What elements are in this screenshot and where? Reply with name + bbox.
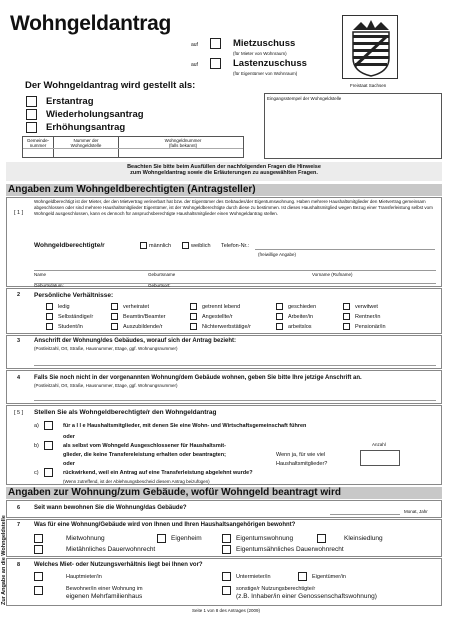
notice-line-2: zum Wohngeldantrag sowie die Erläuterungen zu ausgewählten Fragen. [130,170,318,176]
rentner-label: Rentner/in [355,314,381,320]
untermieter-checkbox[interactable] [222,572,231,581]
anzahl-label: Anzahl [372,442,386,447]
pensionaer-checkbox[interactable] [343,323,350,330]
q5c-text: rückwirkend, weil ein Antrag auf eine Transferleistung abgelehnt wurde? [63,470,253,476]
lastenzuschuss-sub: (für Eigentümer von Wohnraum) [233,71,298,76]
page-title: Wohngeldantrag [10,12,172,35]
hauptmieter-label: Hauptmieter/in [66,574,102,580]
lastenzuschuss-checkbox[interactable] [210,58,221,69]
lastenzuschuss-label: Lastenzuschuss [233,58,307,69]
student-checkbox[interactable] [46,323,53,330]
verheiratet-checkbox[interactable] [111,303,118,310]
arbeiter-label: Arbeiter/in [288,314,314,320]
eigentumsaehnlich-checkbox[interactable] [222,545,231,554]
question-8-number: 8 [17,562,21,568]
wiederholungsantrag-checkbox[interactable] [26,109,37,120]
sonstige-checkbox[interactable] [222,586,231,595]
erhoehungsantrag-checkbox[interactable] [26,122,37,133]
question-6-number: 6 [17,505,21,511]
angestellte-label: Angestellte/r [202,314,233,320]
wiederholungsantrag-label: Wiederholungsantrag [46,109,144,120]
kleinsiedlung-label: Kleinsiedlung [344,535,383,542]
question-4-sub: (Postleitzahl, Ort, Straße, Hausnummer, Etage, ggf. Wohnungsnummer) [34,383,178,388]
question-8-text: Welches Miet- oder Nutzungsverhältnis liegt bei Ihnen vor? [34,562,203,568]
filed-as-heading: Der Wohngeldantrag wird gestellt als: [25,80,196,91]
student-label: Student/in [58,324,83,330]
erstantrag-checkbox[interactable] [26,96,37,107]
mietwohnung-label: Mietwohnung [66,535,105,542]
getrennt-label: getrennt lebend [202,304,241,310]
auf-label-2: auf [191,62,198,68]
rentner-checkbox[interactable] [343,313,350,320]
untermieter-label: Untermieter/in [236,574,271,580]
getrennt-checkbox[interactable] [190,303,197,310]
erhoehungsantrag-label: Erhöhungsantrag [46,122,126,133]
hauptmieter-checkbox[interactable] [34,572,43,581]
saxony-coat-of-arms-icon [342,15,398,79]
question-1-intro: Wohngeldberechtigt ist der Mieter, der den Mietvertrag verinerbart hat bzw. der Eigentümer des Gebäudes/der Eigentumswohnung. Haben mehrere Haushaltsmitglieder den Mietvertrag gemeinsam abgeschlossen oder sind mehrere Haushaltsmitglieder Eigentümer, ist der Wohngeldberechtigte durch diese zu bestimmen. Ist dieses Haushaltsmitglied wegen Bezug einer Transferleistung selbst vom Wohngeld ausgeschlossen, kann es dennoch für anspruchsberechtigte Haushaltsmitglieder einen Wohngeldantrag stellen. [34,199,433,216]
q5a-checkbox[interactable] [44,421,53,430]
selbstaendig-checkbox[interactable] [46,313,53,320]
arbeitslos-checkbox[interactable] [276,323,283,330]
wohngeldnummer-header: Wohngeldnummer (falls bekannt) [164,138,202,148]
q5b-text: als selbst vom Wohngeld Ausgeschlossener für Haushaltsmit- [63,443,226,449]
marital-title: Persönliche Verhältnisse: [34,292,114,299]
sonstige-label-1: sonstige/r Nutzungsberechtigte/r [236,586,316,592]
question-3-number: 3 [17,338,21,344]
question-5-text: Stellen Sie als Wohngeldberechtigte/r den Wohngeldantrag [34,409,217,416]
birth-field[interactable] [34,283,436,284]
question-4-number: 4 [17,375,21,381]
angestellte-checkbox[interactable] [190,313,197,320]
question-2-number: 2 [17,292,21,298]
mietwohnung-checkbox[interactable] [34,534,43,543]
eigenheim-label: Eigenheim [171,535,202,542]
bewohner-label-1: Bewohner/in einer Wohnung im [66,586,143,592]
anzahl-input[interactable] [360,450,400,466]
q5b-checkbox[interactable] [44,441,53,450]
verwitwet-label: verwitwet [355,304,378,310]
male-checkbox[interactable] [140,242,147,249]
birthdate-label: Geburtsdatum: [34,283,64,288]
sonstige-label-2: (z.B. Inhaber/in einer Genossenschaftswohnung) [236,593,377,600]
eigentumswohnung-label: Eigentumswohnung [236,535,294,542]
mietzuschuss-sub: (für Mieter von Wohnraum) [233,51,287,56]
stamp-box [264,93,442,159]
q5c-checkbox[interactable] [44,468,53,477]
ledig-label: ledig [58,304,70,310]
bewohner-checkbox[interactable] [34,586,43,595]
mietzuschuss-checkbox[interactable] [210,38,221,49]
notice-band [6,162,442,181]
name-label: Name [34,272,47,277]
beamter-checkbox[interactable] [111,313,118,320]
eigentumswohnung-checkbox[interactable] [222,534,231,543]
pensionaer-label: Pensionär/in [355,324,386,330]
ledig-checkbox[interactable] [46,303,53,310]
female-label: weiblich [191,243,211,249]
male-label: männlich [149,243,172,249]
eigenheim-checkbox[interactable] [157,534,166,543]
q5b-text-2: glieder, die keine Transfereleistung erhalten oder beantragten; [63,452,226,458]
question-3-sub: (Postleitzahl, Ort, Straße, Hausnummer, Etage, ggf. Wohnungsnummer) [34,346,178,351]
gemeinde-nummer-header: Gemeinde- nummer [26,138,50,148]
stamp-label: Eingangsstempel der Wohngeldstelle [267,96,342,101]
page-footer: Seite 1 von 8 des Antrages (2009) [191,608,261,613]
nichterwerbstaetig-checkbox[interactable] [190,323,197,330]
erstantrag-label: Erstantrag [46,96,94,107]
mietaehnlich-checkbox[interactable] [34,545,43,554]
q5c-letter: c) [34,470,39,476]
birthname-label: Geburtsname [148,272,176,277]
current-address-field[interactable] [34,400,436,401]
geschieden-label: geschieden [288,304,317,310]
azubi-checkbox[interactable] [111,323,118,330]
auf-label-1: auf [191,42,198,48]
birthplace-label: Geburtsort: [148,283,171,288]
q5b-howmany-2: Haushaltsmitglieder? [276,461,328,467]
selbstaendig-label: Selbständige/r [58,314,94,320]
applicant-label: Wohngeldberechtigte/r [34,242,105,249]
question-6-text: Seit wann bewohnen Sie die Wohnung/das Gebäude? [34,505,187,511]
bewohner-label-2: eigenen Mehrfamilienhaus [66,593,143,600]
side-note: Zur Angabe an die Wohngeldstelle [1,515,7,605]
applicant-section-title: Angaben zum Wohngeldberechtigten (Antragsteller) [6,184,442,196]
dwelling-section-title: Angaben zur Wohnung/zum Gebäude, wofür Wohngeld beantragt wird [6,487,442,499]
since-field[interactable] [330,514,400,515]
phone-label: Telefon-Nr.: [221,243,250,249]
name-field[interactable] [34,270,436,271]
mietzuschuss-label: Mietzuschuss [233,38,296,49]
question-1-number: [ 1 ] [14,210,24,216]
q5b-letter: b) [34,443,39,449]
phone-field[interactable] [255,249,435,250]
notice-line-1: Beachten Sie bitte beim Ausfüllen der nachfolgenden Fragen die Hinweise [127,164,321,170]
since-unit: Monat, Jahr [404,509,428,514]
q5-oder-1: oder [63,434,75,440]
female-checkbox[interactable] [182,242,189,249]
question-3-text: Anschrift der Wohnung/des Gebäudes, worauf sich der Antrag bezieht: [34,338,237,344]
firstname-label: Vorname (Rufname) [312,272,353,277]
geschieden-checkbox[interactable] [276,303,283,310]
question-5-number: [ 5 ] [14,410,24,416]
question-4-text: Falls Sie noch nicht in der vorgenannten Wohnung/dem Gebäude wohnen, geben Sie bitte Ihre jetzige Anschrift an. [34,375,362,381]
mietaehnlich-label: Mietähnliches Dauerwohnrecht [66,546,156,553]
verheiratet-label: verheiratet [123,304,149,310]
kleinsiedlung-checkbox[interactable] [317,534,326,543]
q5b-howmany-1: Wenn ja, für wie viel [276,452,326,458]
verwitwet-checkbox[interactable] [343,303,350,310]
q5a-text: für a l l e Haushaltsmitglieder, mit denen Sie eine Wohn- und Wirtschaftsgemeinschaft führen [63,423,307,429]
question-7-text: Was für eine Wohnung/Gebäude wird von Ihnen und Ihren Haushaltsangehörigen bewohnt? [34,522,296,528]
arbeitslos-label: arbeitslos [288,324,312,330]
nichterwerbstaetig-label: Nichterwerbstätige/r [202,324,251,330]
eigentuemer-label: Eigentümer/in [312,574,346,580]
beamter-label: Beamtin/Beamter [123,314,166,320]
q5-oder-2: oder [63,461,75,467]
address-field[interactable] [34,365,436,366]
eigentuemer-checkbox[interactable] [298,572,307,581]
q5c-sub: (Wenn zutreffend, ist der Ablehnungsbescheid diesem Antrag beizufügen) [63,479,210,484]
office-number-table [22,136,244,158]
state-label: Freistaat Sachsen [350,83,387,88]
arbeiter-checkbox[interactable] [276,313,283,320]
phone-sub: (freiwillige Angabe) [258,252,297,257]
q5a-letter: a) [34,423,39,429]
question-7-number: 7 [17,522,21,528]
azubi-label: Auszubildende/r [123,324,163,330]
eigentumsaehnlich-label: Eigentumsähnliches Dauerwohnrecht [236,546,344,553]
wohngeldstelle-nummer-header: Nummer der Wohngeldstelle [70,138,102,148]
